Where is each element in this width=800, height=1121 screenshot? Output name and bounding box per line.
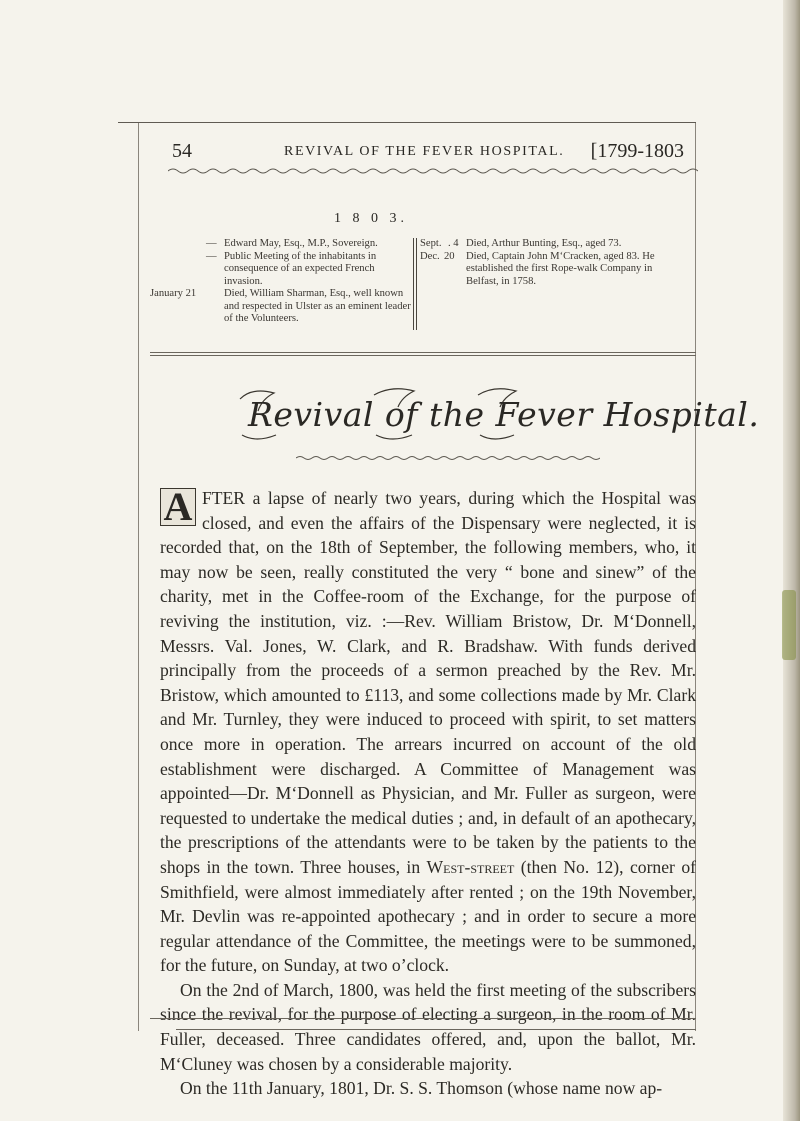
section-title	[222, 385, 760, 445]
paragraph	[160, 486, 696, 978]
paragraph: On the 11th January, 1801, Dr. S. S. Thomson (whose name now ap-	[180, 1078, 663, 1099]
drop-cap: A	[160, 488, 196, 526]
chronology-left-column	[150, 238, 412, 326]
street-name: West-street	[426, 856, 515, 877]
bottom-border-rule	[150, 1018, 696, 1019]
paragraph-text: a lapse of nearly two years, during which the Hospital was closed, and even the affairs of the Dispensary were neglected, it is recorded that, on the 18th of September, the following members, who, it may now be seen, really constituted the very “ bone and sinew” of the charity, met in the Coffee-room of the Exchange, for the purpose of reviving the institution, viz. :—Rev. William Bristow, Dr. M‘Donnell, Messrs. Val. Jones, W. Clark, and R. Bradshaw. With funds derived principally from the proceeds of a sermon preached by the Rev. Mr. Bristow, which amounted to £113, and some collections made by Mr. Clark and Mr. Turnley, they were induced to proceed with spirit, to set matters once more in operation. The arrears incurred on account of the old establishment were discharged. A Committee of Management was appointed—Dr. M‘Donnell as Physician, and Mr. Fuller as surgeon, were requested to undertake the medical duties ; and, in default of an apothecary, the prescriptions of the attendants were to be taken by the patients to the shops in the town. Three houses, in	[160, 488, 696, 877]
entry-text: Died, William Sharman, Esq., well known and respected in Ulster as an eminent leader of the Volunteers.	[224, 288, 411, 324]
body-text	[160, 486, 696, 1101]
chronology-entry	[150, 288, 412, 326]
entry-text: Edward May, Esq., M.P., Sovereign.	[224, 238, 378, 249]
section-divider	[150, 352, 696, 353]
entry-text: Died, Captain John M‘Cracken, aged 83. He established the first Rope-walk Company in Belfast, in 1758.	[466, 250, 655, 287]
paper-stain	[782, 590, 796, 660]
entry-text: Public Meeting of the inhabitants in consequence of an expected French invasion.	[224, 250, 377, 287]
entry-day: . 4	[448, 238, 459, 249]
running-title: REVIVAL OF THE FEVER HOSPITAL.	[284, 144, 565, 159]
paragraph-lead: FTER	[202, 488, 246, 508]
entry-date: —	[206, 238, 217, 249]
column-divider	[413, 238, 414, 330]
entry-date: —	[206, 250, 217, 262]
column-divider	[416, 238, 417, 330]
section-divider	[150, 355, 696, 356]
chronology-entry	[150, 238, 412, 251]
entry-month: Sept.	[420, 238, 442, 249]
paragraph: On the 2nd of March, 1800, was held the first meeting of the subscribers since the revival, for the purpose of electing a surgeon, in the room of Mr. Fuller, deceased. Three candidates offered, and, upon the ballot, Mr. M‘Cluney was chosen by a considerable majority.	[160, 979, 696, 1074]
chronology-entry	[420, 251, 685, 289]
paragraph-text: (then No. 12), corner of Smithfield, were almost immediately after rented ; on the 19th November, Mr. Devlin was re-appointed apothecary ; and in order to secure a more regular attendance of the Committee, the meetings were to be summoned, for the future, on Sunday, at two o’clock.	[160, 856, 696, 976]
entry-day: 20	[444, 250, 455, 262]
entry-text: Died, Arthur Bunting, Esq., aged 73.	[466, 238, 622, 249]
year-heading: 1 8 0 3.	[334, 211, 408, 226]
entry-month: Dec.	[420, 250, 440, 262]
chronology-entry	[420, 238, 685, 251]
bottom-border-rule	[176, 1029, 696, 1030]
entry-date: January 21	[150, 288, 197, 299]
page-header	[138, 140, 694, 164]
page-edge-shadow	[783, 0, 800, 1121]
date-range: [1799-1803	[590, 140, 684, 162]
page-number: 54	[172, 140, 192, 162]
chronology-entry	[150, 251, 412, 289]
section-title-text: Revival of the Fever Hospital.	[248, 395, 760, 434]
header-wavy-rule	[168, 167, 698, 175]
chronology-right-column	[420, 238, 685, 288]
title-wavy-rule	[296, 455, 600, 461]
